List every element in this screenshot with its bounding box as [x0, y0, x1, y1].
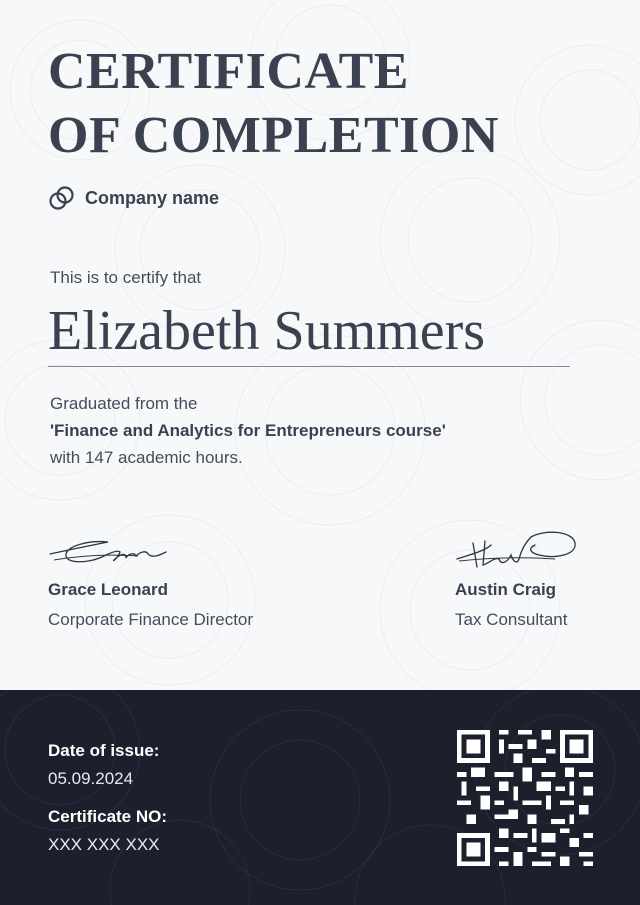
date-of-issue-label: Date of issue: [48, 741, 160, 760]
linked-circles-icon [48, 185, 75, 212]
date-of-issue-value: 05.09.2024 [48, 769, 134, 788]
certificate-title [48, 40, 499, 168]
signature-right [455, 525, 580, 572]
recipient-name: Elizabeth Summers [48, 298, 570, 367]
signatory-right [455, 525, 580, 630]
qr-code-icon [457, 730, 593, 866]
certificate-footer [0, 690, 640, 905]
signatory-left [48, 530, 253, 630]
signatory-right-name: Austin Craig [455, 580, 557, 599]
certificate-number-label: Certificate NO: [48, 807, 168, 826]
certificate-number-value: XXX XXX XXX [48, 835, 160, 854]
signatory-left-name: Grace Leonard [48, 580, 168, 599]
graduated-text: Graduated from the [50, 394, 198, 413]
signatory-right-role: Tax Consultant [455, 610, 568, 629]
company-name: Company name [85, 188, 220, 208]
title-line-2: OF COMPLETION [48, 107, 499, 164]
signatory-left-role: Corporate Finance Director [48, 610, 254, 629]
signature-left [48, 530, 178, 572]
course-name: 'Finance and Analytics for Entrepreneurs course' [50, 421, 446, 440]
course-description [50, 390, 446, 471]
company-block [48, 185, 219, 212]
certify-text: This is to certify that [50, 268, 202, 287]
title-line-1: CERTIFICATE [48, 43, 409, 100]
hours-text: with 147 academic hours. [50, 448, 243, 467]
